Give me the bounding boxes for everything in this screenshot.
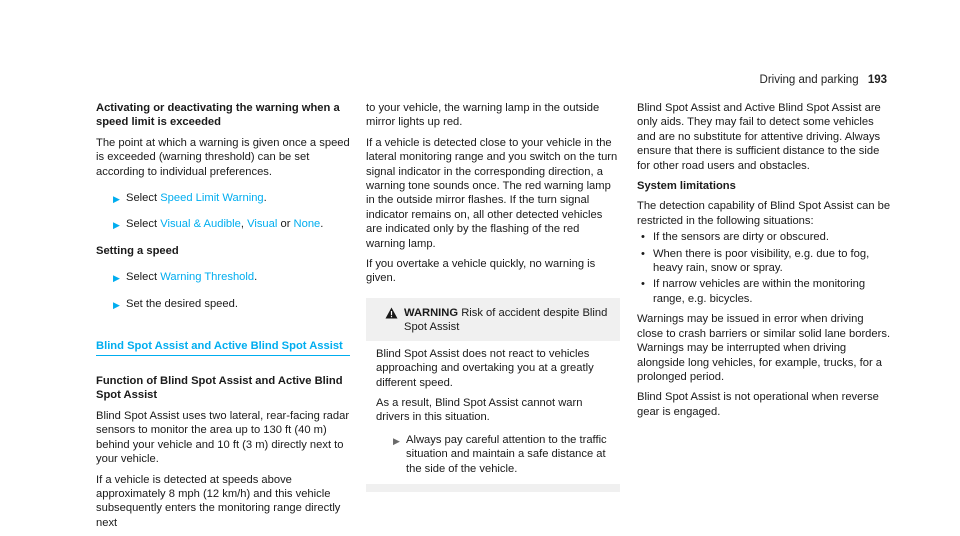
setting-speed-heading: Setting a speed bbox=[96, 244, 179, 257]
step-set-speed: ▶ Set the desired speed. bbox=[96, 297, 350, 311]
warning-step: ▶ Always pay careful attention to the traffic situation and maintain a safe distance at the side of the vehicle. bbox=[393, 433, 607, 475]
step-select-warning-threshold: ▶ Select Warning Threshold. bbox=[96, 270, 350, 284]
warning-header bbox=[376, 306, 610, 335]
limitations-list bbox=[637, 230, 891, 306]
aids-text: Blind Spot Assist and Active Blind Spot Assist are only aids. They may fail to detect some vehicles and are no substitute for attentive driving. Always ensure that there is sufficient distance to the side for other road users and obstacles. bbox=[637, 102, 881, 172]
menu-link-visual: Visual bbox=[247, 218, 278, 231]
running-head bbox=[760, 74, 887, 86]
warning-triangle-icon bbox=[385, 307, 398, 323]
warning-body bbox=[366, 341, 620, 484]
section-title: Blind Spot Assist and Active Blind Spot Assist bbox=[96, 339, 350, 356]
menu-link-speed-limit-warning: Speed Limit Warning bbox=[160, 192, 264, 205]
triangle-right-icon: ▶ bbox=[113, 299, 120, 310]
menu-link-none: None bbox=[293, 218, 321, 231]
section-name: Driving and parking bbox=[759, 74, 859, 86]
overtake-text: If you overtake a vehicle quickly, no warning is given. bbox=[366, 258, 596, 285]
step-select-speed-limit-warning: ▶ Select Speed Limit Warning. bbox=[96, 191, 350, 205]
list-item: • When there is poor visibility, e.g. due to fog, heavy rain, snow or spray. bbox=[637, 247, 891, 276]
speed-warning-heading: Activating or deactivating the warning when a speed limit is exceeded bbox=[96, 102, 340, 129]
menu-link-warning-threshold: Warning Threshold bbox=[160, 271, 255, 284]
warning-text-1: Blind Spot Assist does not react to vehicles approaching and overtaking you at a greatly different speed. bbox=[376, 347, 594, 389]
column-2 bbox=[366, 101, 620, 492]
turn-signal-text: If a vehicle is detected close to your vehicle in the lateral monitoring range and you switch on the turn signal indicator in the corresponding direction, a warning tone sounds once. The red warning lamp in the outside mirror flashes. If the turn signal indicator remains on, all other detected vehicles are indicated only by the flashing of the red warning lamp. bbox=[366, 136, 618, 250]
function-text: Blind Spot Assist uses two lateral, rear-facing radar sensors to monitor the area up to 130 ft (40 m) behind your vehicle and 10 ft (3 m) directly next to your vehicle. bbox=[96, 409, 350, 466]
warning-box bbox=[366, 298, 620, 492]
column-1 bbox=[96, 101, 350, 536]
column-3 bbox=[637, 101, 891, 425]
triangle-right-icon: ▶ bbox=[393, 435, 400, 446]
triangle-right-icon: ▶ bbox=[113, 220, 120, 231]
list-item: • If the sensors are dirty or obscured. bbox=[637, 230, 891, 244]
warning-label: WARNING bbox=[404, 306, 459, 319]
continued-text: to your vehicle, the warning lamp in the outside mirror lights up red. bbox=[366, 102, 600, 129]
warning-text-2: As a result, Blind Spot Assist cannot warn drivers in this situation. bbox=[376, 396, 583, 424]
limitations-intro: The detection capability of Blind Spot Assist can be restricted in the following situations: bbox=[637, 200, 891, 227]
step-select-warning-type: ▶ Select Visual & Audible, Visual or None. bbox=[96, 217, 350, 231]
detection-text: If a vehicle is detected at speeds above approximately 8 mph (12 km/h) and this vehicle subsequently enters the monitoring range directly next bbox=[96, 473, 341, 529]
false-warnings-text: Warnings may be issued in error when driving close to crash barriers or similar solid lane borders. Warnings may be interrupted when driving alongside long vehicles, for example, trucks, for a prolonged period. bbox=[637, 313, 891, 383]
speed-warning-intro: The point at which a warning is given once a speed is exceeded (warning threshold) can be set according to individual preferences. bbox=[96, 136, 350, 178]
page-number: 193 bbox=[867, 74, 887, 86]
triangle-right-icon: ▶ bbox=[113, 273, 120, 284]
triangle-right-icon: ▶ bbox=[113, 194, 120, 205]
reverse-gear-text: Blind Spot Assist is not operational when reverse gear is engaged. bbox=[637, 391, 879, 418]
system-limitations-heading: System limitations bbox=[637, 180, 736, 193]
menu-link-visual-audible: Visual & Audible bbox=[160, 218, 241, 231]
warning-title: Risk of accident despite Blind Spot Assist bbox=[404, 306, 608, 334]
list-item: • If narrow vehicles are within the monitoring range, e.g. bicycles. bbox=[637, 277, 891, 306]
function-heading: Function of Blind Spot Assist and Active Blind Spot Assist bbox=[96, 375, 343, 402]
